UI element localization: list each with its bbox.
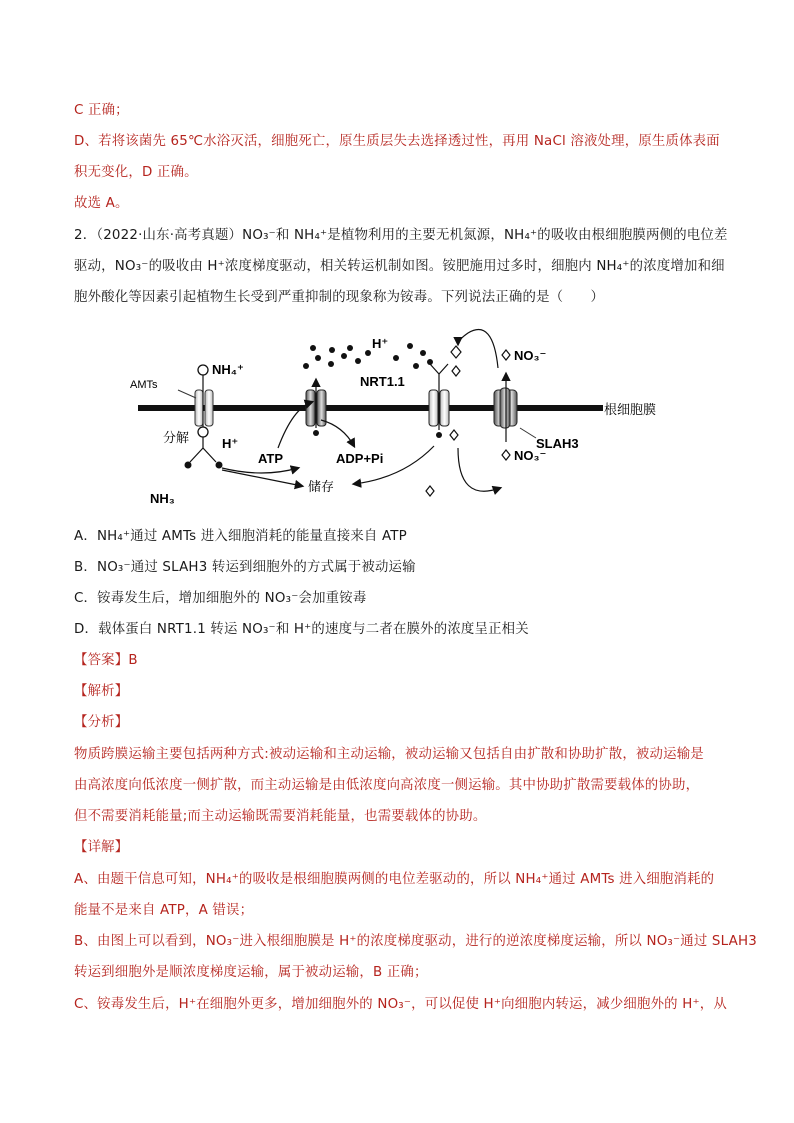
no3-top-label: NO₃⁻ — [514, 348, 547, 363]
storage-label: 储存 — [308, 479, 335, 494]
xiangjie-line: 转运到细胞外是顺浓度梯度运输，属于被动运输，B 正确； — [74, 965, 428, 980]
text-line: 积无变化，D 正确。 — [74, 165, 198, 180]
question-line-1: 2．（2022·山东·高考真题）NO₃⁻和 NH₄⁺是植物利用的主要无机氮源，NH₄⁺的吸收由根细胞膜两侧的电位差 — [74, 228, 728, 243]
xiangjie-label: 【详解】 — [74, 840, 129, 855]
h-ion-dots — [303, 343, 433, 369]
membrane-label: 根细胞膜 — [604, 402, 657, 417]
option-d: D．载体蛋白 NRT1.1 转运 NO₃⁻和 H⁺的速度与二者在膜外的浓度呈正相关 — [74, 622, 529, 637]
question-line-3: 胞外酸化等因素引起植物生长受到严重抑制的现象称为铵毒。下列说法正确的是（ ） — [74, 290, 605, 305]
no3-diamond — [451, 346, 461, 358]
nh4-ion-in — [198, 427, 208, 437]
xiangjie-line: A、由题干信息可知，NH₄⁺的吸收是根细胞膜两侧的电位差驱动的，所以 NH₄⁺通过 AMTs 进入细胞消耗的 — [74, 872, 715, 887]
answer-label: 【答案】B — [74, 653, 138, 668]
fenxi-line: 由高浓度向低浓度一侧扩散，而主动运输是由低浓度向高浓度一侧运输。其中协助扩散需要载体的协助， — [74, 778, 700, 793]
atp-label: ATP — [258, 451, 284, 466]
fenxi-line: 但不需要消耗能量;而主动运输既需要消耗能量，也需要载体的协助。 — [74, 809, 487, 824]
xiangjie-line: 能量不是来自 ATP，A 错误； — [74, 903, 254, 918]
fenxi-label: 【分析】 — [74, 715, 129, 730]
nh3-label: NH₃ — [150, 491, 175, 506]
text-line: D、若将该菌先 65℃水浴灭活，细胞死亡，原生质层失去选择透过性，再用 NaCl 溶液处理，原生质体表面 — [74, 134, 720, 149]
fenxi-line: 物质跨膜运输主要包括两种方式:被动运输和主动运输，被动运输又包括自由扩散和协助扩散，被动运输是 — [74, 747, 704, 762]
nh4-ion-out — [198, 365, 208, 375]
h-plus-bottom-label: H⁺ — [222, 436, 239, 451]
option-c: C．铵毒发生后，增加细胞外的 NO₃⁻会加重铵毒 — [74, 591, 367, 606]
xiangjie-line: C、铵毒发生后，H⁺在细胞外更多，增加细胞外的 NO₃⁻，可以促使 H⁺向细胞内转运，减少细胞外的 H⁺，从 — [74, 997, 727, 1012]
slah3-label: SLAH3 — [536, 436, 579, 451]
h-plus-top-label: H⁺ — [372, 336, 389, 351]
amts-label: AMTs — [130, 379, 158, 391]
question-line-2: 驱动，NO₃⁻的吸收由 H⁺浓度梯度驱动，相关转运机制如图。铵肥施用过多时，细胞内 NH₄⁺的浓度增加和细 — [74, 259, 725, 274]
transport-mechanism-diagram — [118, 318, 678, 516]
no3-bottom-label: NO₃⁻ — [514, 448, 547, 463]
analysis-label: 【解析】 — [74, 684, 129, 699]
adp-label: ADP+Pi — [336, 451, 384, 466]
text-line: 故选 A。 — [74, 196, 129, 211]
xiangjie-line: B、由图上可以看到，NO₃⁻进入根细胞膜是 H⁺的浓度梯度驱动，进行的逆浓度梯度运输，所以 NO₃⁻通过 SLAH3 — [74, 934, 757, 949]
nrt11-label: NRT1.1 — [360, 374, 405, 389]
option-b: B．NO₃⁻通过 SLAH3 转运到细胞外的方式属于被动运输 — [74, 560, 416, 575]
nh4-label: NH₄⁺ — [212, 362, 244, 377]
fenjie-label: 分解 — [163, 430, 190, 445]
option-a: A．NH₄⁺通过 AMTs 进入细胞消耗的能量直接来自 ATP — [74, 529, 407, 544]
text-line: C 正确； — [74, 103, 129, 118]
